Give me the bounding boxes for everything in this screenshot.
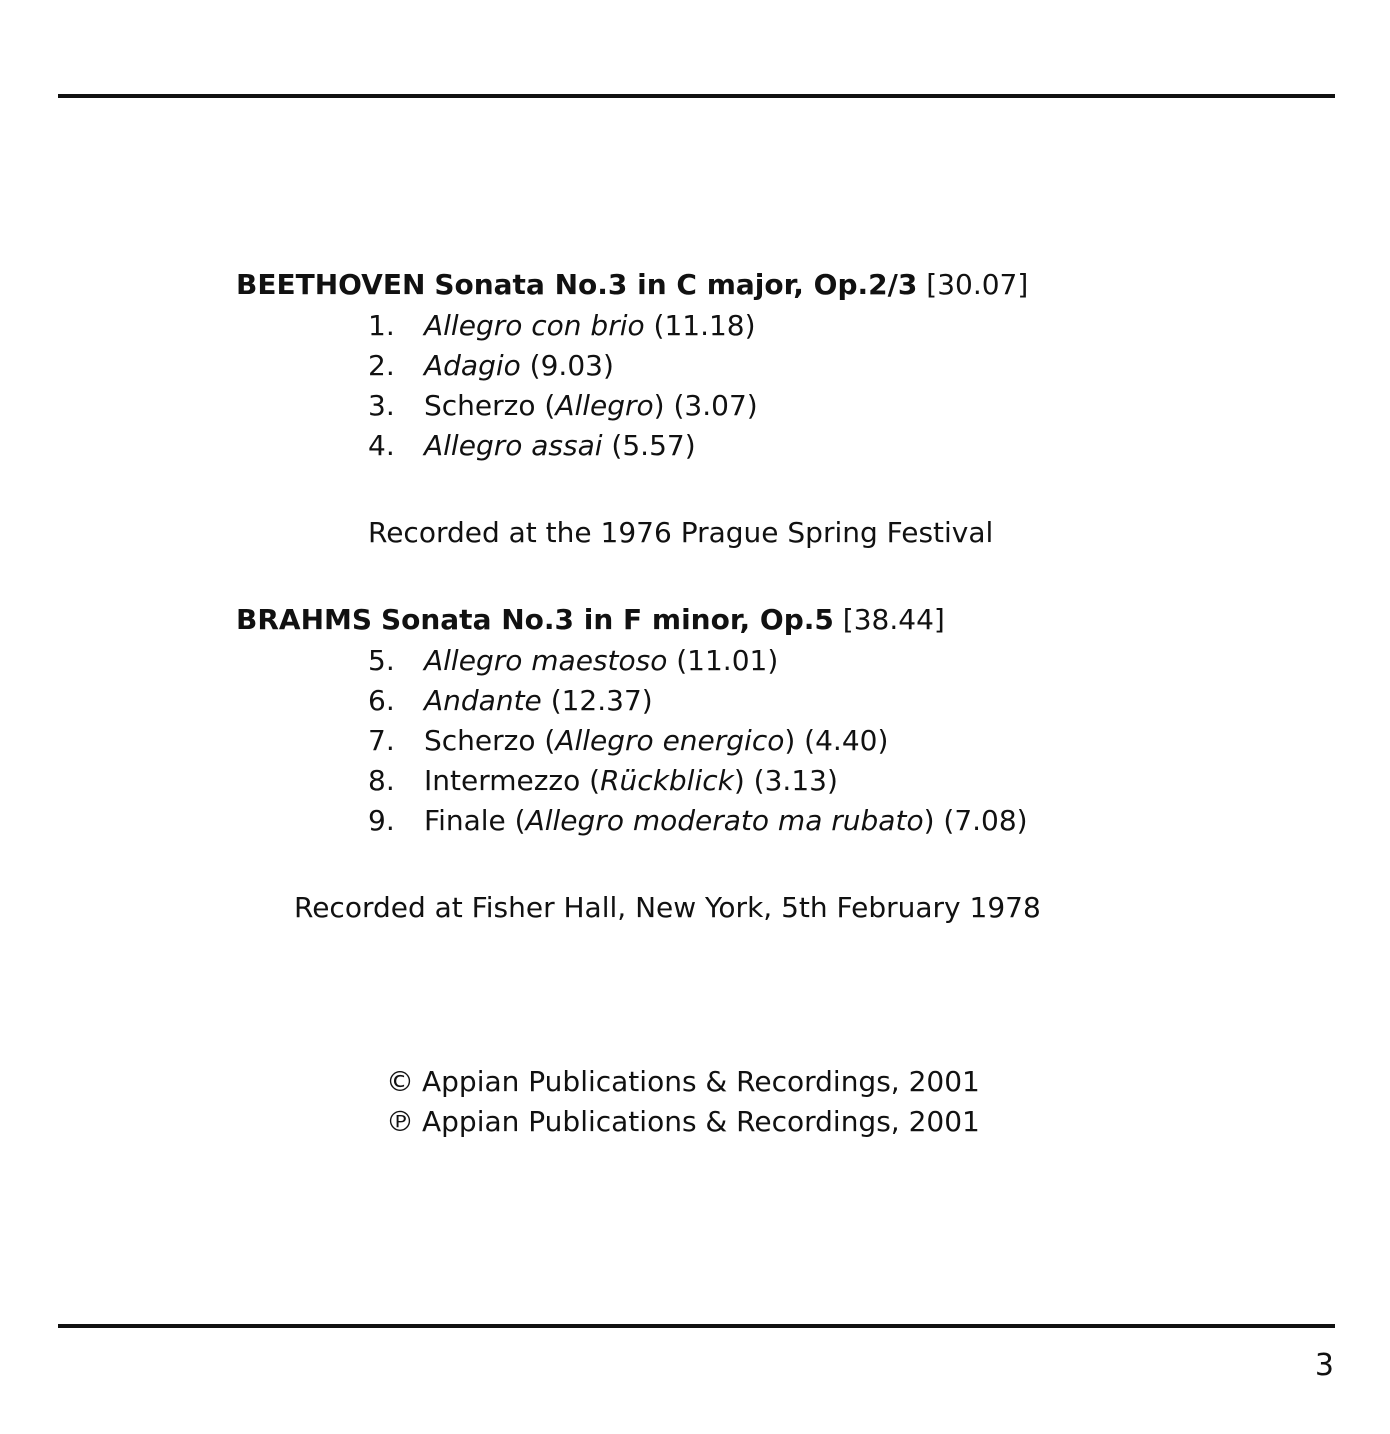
track-title: Rückblick (600, 764, 734, 797)
track-number: 5. (368, 644, 395, 677)
track-item (368, 681, 1028, 721)
track-item (368, 426, 758, 466)
beethoven-duration: [30.07] (926, 268, 1029, 301)
brahms-duration: [38.44] (842, 603, 945, 636)
track-title: Allegro con brio (424, 309, 645, 342)
track-item (368, 386, 758, 426)
brahms-track-list (368, 641, 1028, 841)
brahms-composer: BRAHMS (236, 603, 373, 636)
track-number: 7. (368, 724, 395, 757)
beethoven-recording-note: Recorded at the 1976 Prague Spring Festival (368, 516, 994, 549)
beethoven-track-list (368, 306, 758, 466)
phonogram-line (386, 1102, 980, 1142)
track-title: Allegro maestoso (424, 644, 668, 677)
track-duration: (12.37) (541, 684, 653, 717)
bottom-rule (58, 1324, 1335, 1328)
brahms-heading (236, 603, 945, 637)
track-title: Allegro (555, 389, 654, 422)
track-duration: (5.57) (602, 429, 696, 462)
track-title: Allegro moderato ma rubato (525, 804, 924, 837)
track-duration: ) (3.13) (733, 764, 838, 797)
copyright-line (386, 1062, 980, 1102)
brahms-recording-note: Recorded at Fisher Hall, New York, 5th February 1978 (294, 891, 1041, 924)
track-item (368, 721, 1028, 761)
track-duration: (11.01) (667, 644, 779, 677)
track-title: Adagio (424, 349, 521, 382)
track-duration: ) (7.08) (923, 804, 1028, 837)
track-title: Allegro assai (424, 429, 603, 462)
beethoven-heading (236, 268, 1028, 302)
track-prefix: Scherzo ( (424, 724, 556, 757)
track-duration: (11.18) (644, 309, 756, 342)
track-prefix: Intermezzo ( (424, 764, 601, 797)
top-rule (58, 94, 1335, 98)
track-item (368, 761, 1028, 801)
track-prefix: Scherzo ( (424, 389, 556, 422)
track-item (368, 641, 1028, 681)
track-number: 1. (368, 309, 395, 342)
track-title: Andante (424, 684, 542, 717)
phonogram-symbol: ℗ (386, 1105, 414, 1138)
phonogram-text: Appian Publications & Recordings, 2001 (422, 1105, 980, 1138)
beethoven-work: Sonata No.3 in C major, Op.2/3 (434, 268, 918, 301)
copyright-text: Appian Publications & Recordings, 2001 (422, 1065, 980, 1098)
track-title: Allegro energico (555, 724, 785, 757)
track-number: 9. (368, 804, 395, 837)
brahms-work: Sonata No.3 in F minor, Op.5 (380, 603, 834, 636)
track-number: 8. (368, 764, 395, 797)
track-number: 3. (368, 389, 395, 422)
track-prefix: Finale ( (424, 804, 526, 837)
track-number: 6. (368, 684, 395, 717)
track-duration: ) (4.40) (784, 724, 889, 757)
copyright-symbol: © (386, 1065, 414, 1098)
track-duration: ) (3.07) (653, 389, 758, 422)
track-item (368, 306, 758, 346)
track-item (368, 801, 1028, 841)
beethoven-composer: BEETHOVEN (236, 268, 426, 301)
track-number: 4. (368, 429, 395, 462)
track-number: 2. (368, 349, 395, 382)
page-number: 3 (1314, 1348, 1334, 1383)
track-item (368, 346, 758, 386)
track-duration: (9.03) (520, 349, 614, 382)
